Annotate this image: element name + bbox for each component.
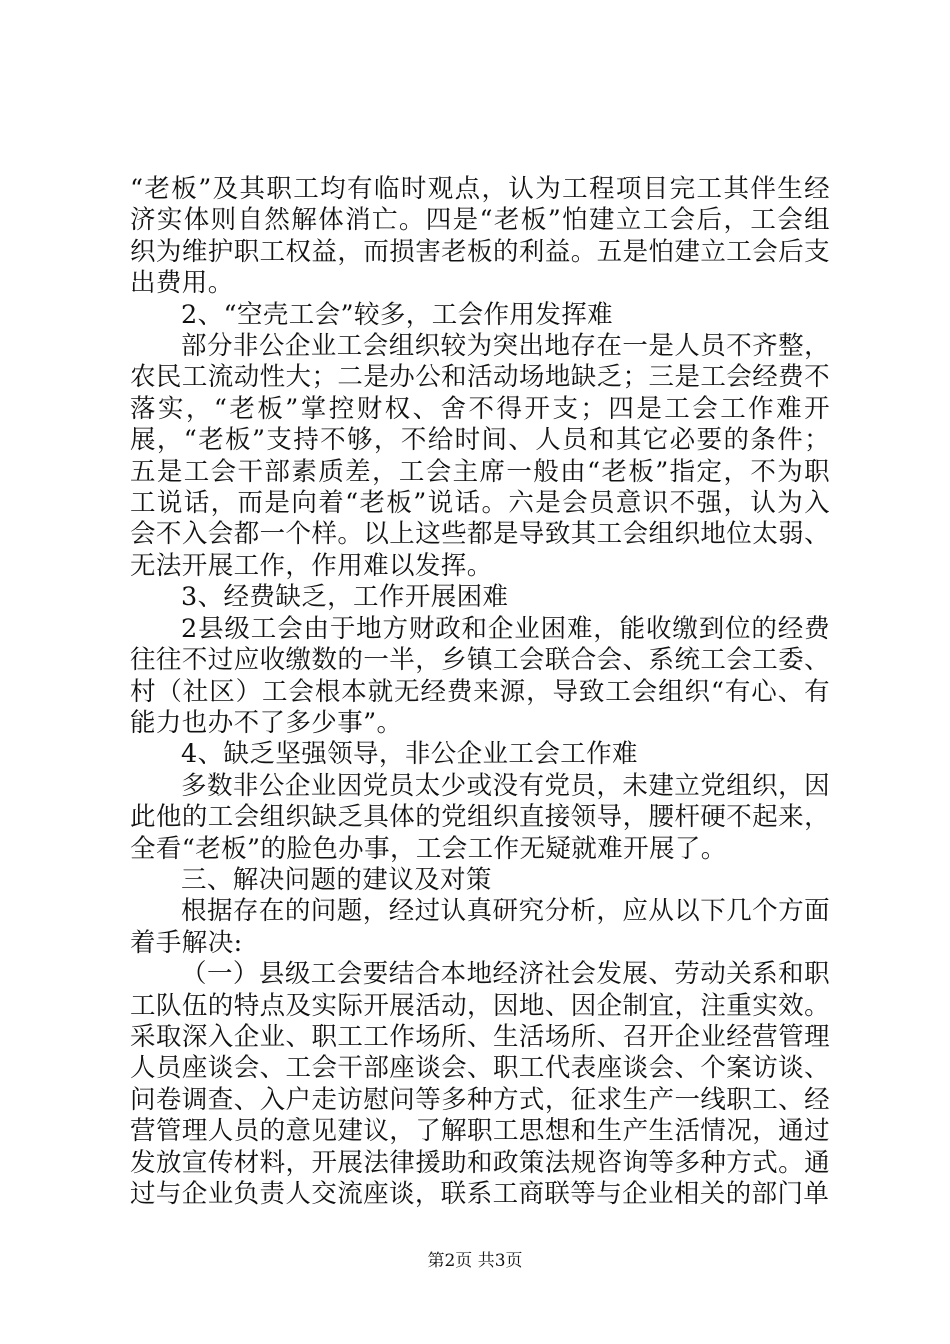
document-body bbox=[130, 174, 830, 1210]
section-heading-3: 3、经费缺乏，工作开展困难 bbox=[181, 582, 509, 613]
paragraph-solution-1: （一）县级工会要结合本地经济社会发展、劳动关系和职工队伍的特点及实际开展活动，因地、因企制宜，注重实效。采取深入企业、职工工作场所、生活场所、召开企业经营管理人员座谈会、工会干部座谈会、职工代表座谈会、个案访谈、问卷调查、入户走访慰问等多种方式，征求生产一线职工、经营管理人员的意见建议，了解职工思想和生产生活情况，通过发放宣传材料，开展法律援助和政策法规咨询等多种方式。通过与企业负责人交流座谈，联系工商联等与企业相关的部门单 bbox=[130, 959, 830, 1209]
paragraph-leadership: 多数非公企业因党员太少或没有党员，未建立党组织，因此他的工会组织缺乏具体的党组织直接领导，腰杆硬不起来，全看“老板”的脸色办事，工会工作无疑就难开展了。 bbox=[130, 770, 830, 864]
paragraph-continuation: “老板”及其职工均有临时观点，认为工程项目完工其伴生经济实体则自然解体消亡。四是“老板”怕建立工会后，工会组织为维护职工权益，而损害老板的利益。五是怕建立工会后支出费用。 bbox=[130, 174, 830, 299]
paragraph-funding: 2县级工会由于地方财政和企业困难，能收缴到位的经费往往不过应收缴数的一半，乡镇工会联合会、系统工会工委、村（社区）工会根本就无经费来源，导致工会组织“有心、有能力也办不了多少事”。 bbox=[130, 613, 830, 738]
paragraph-solutions-intro: 根据存在的问题，经过认真研究分析，应从以下几个方面着手解决: bbox=[130, 896, 830, 958]
chapter-heading-3: 三、解决问题的建议及对策 bbox=[181, 864, 492, 895]
section-heading-4: 4、缺乏坚强领导，非公企业工会工作难 bbox=[181, 739, 638, 770]
page-number-footer: 第2页 共3页 bbox=[427, 1251, 523, 1271]
section-heading-2: 2、“空壳工会”较多，工会作用发挥难 bbox=[181, 299, 613, 330]
paragraph-empty-union: 部分非公企业工会组织较为突出地存在一是人员不齐整，农民工流动性大；二是办公和活动场地缺乏；三是工会经费不落实，“老板”掌控财权、舍不得开支；四是工会工作难开展，“老板”支持不够，不给时间、人员和其它必要的条件；五是工会干部素质差，工会主席一般由“老板”指定，不为职工说话，而是向着“老板”说话。六是会员意识不强，认为入会不入会都一个样。以上这些都是导致其工会组织地位太弱、无法开展工作，作用难以发挥。 bbox=[130, 331, 830, 581]
